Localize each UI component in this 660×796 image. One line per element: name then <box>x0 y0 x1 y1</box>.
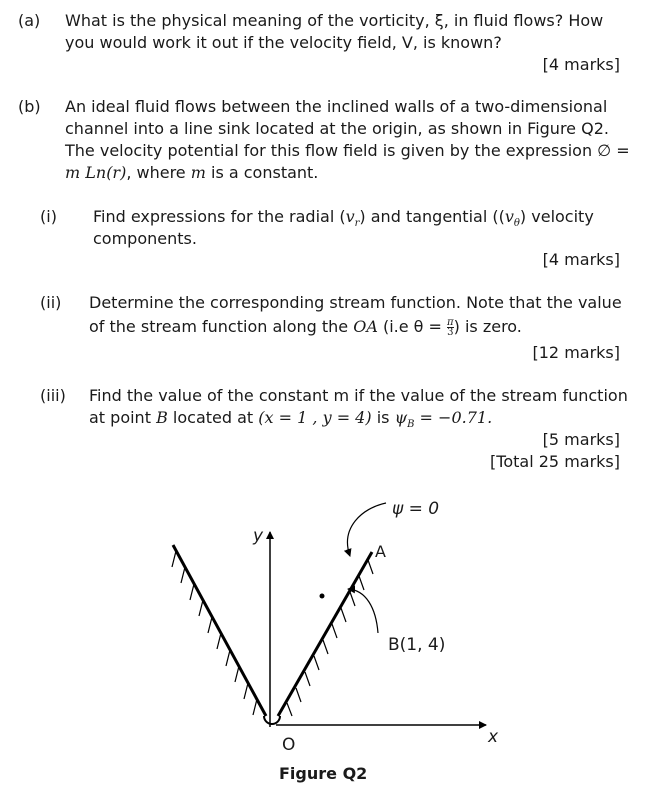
sub-iii-marks: [5 marks] <box>542 430 620 449</box>
sub-iii-line-2: at point B located at (x = 1 , y = 4) is $\psi_B = -0.71$. <box>89 408 493 431</box>
sub-ii-marks: [12 marks] <box>532 343 620 362</box>
left-wall <box>173 545 266 716</box>
point-b-marker <box>320 594 325 599</box>
part-b-statement <box>65 96 630 184</box>
part-b-line-2: channel into a line sink located at the origin, as shown in Figure Q2. <box>65 119 609 138</box>
right-wall-hatching <box>287 560 373 716</box>
sub-ii-line-2: of the stream function along the OA (i.e θ = $\frac{\pi}{3}$ ) is zero. <box>89 317 522 338</box>
part-a-line-2: you would work it out if the velocity field, V, is known? <box>65 33 502 52</box>
sub-ii-question <box>89 292 620 338</box>
sub-i-label: (i) <box>40 207 57 226</box>
right-wall-oa <box>278 552 372 716</box>
part-b-line-1: An ideal fluid flows between the inclined walls of a two-dimensional <box>65 97 608 116</box>
point-b-label: B(1, 4) <box>388 635 446 655</box>
part-a-label: (a) <box>18 11 41 30</box>
sub-i-marks: [4 marks] <box>542 250 620 269</box>
line-sink <box>264 716 280 724</box>
left-wall-hatching <box>172 551 257 715</box>
sub-iii-label: (iii) <box>40 386 66 405</box>
figure-caption: Figure Q2 <box>279 764 368 783</box>
sub-ii-label: (ii) <box>40 293 62 312</box>
sub-iii-question <box>89 385 628 431</box>
point-b-pointer <box>348 589 378 633</box>
sub-i-line-1: Find expressions for the radial $(v_r)$ and tangential ($(v_\theta)$ velocity <box>93 207 594 230</box>
potential-expression: m Ln(r) <box>65 163 127 182</box>
part-a-line-1: What is the physical meaning of the vorticity, ξ, in fluid flows? How <box>65 11 604 30</box>
part-b-line-3: The velocity potential for this flow field is given by the expression ∅ = <box>65 141 630 160</box>
part-b-label: (b) <box>18 97 41 116</box>
part-b-line-4: m Ln(r), where m is a constant. <box>65 163 319 182</box>
pi-over-three: $\frac{\pi}{3}$ <box>447 317 454 338</box>
origin-label: O <box>282 735 296 755</box>
point-a-label: A <box>375 542 386 561</box>
sub-iii-line-1: Find the value of the constant m if the value of the stream function <box>89 386 628 405</box>
part-a-marks: [4 marks] <box>542 55 620 74</box>
sub-ii-line-1: Determine the corresponding stream function. Note that the value <box>89 293 622 312</box>
constant-m: m <box>190 163 206 182</box>
figure-q2 <box>0 480 660 796</box>
psi-zero-label: ψ = 0 <box>392 499 440 519</box>
sub-i-line-2: components. <box>93 229 197 248</box>
part-a-question <box>65 10 620 54</box>
x-axis-label: x <box>488 727 499 747</box>
total-marks: [Total 25 marks] <box>490 452 620 471</box>
sub-i-question <box>93 206 620 250</box>
y-axis-label: y <box>253 526 264 546</box>
